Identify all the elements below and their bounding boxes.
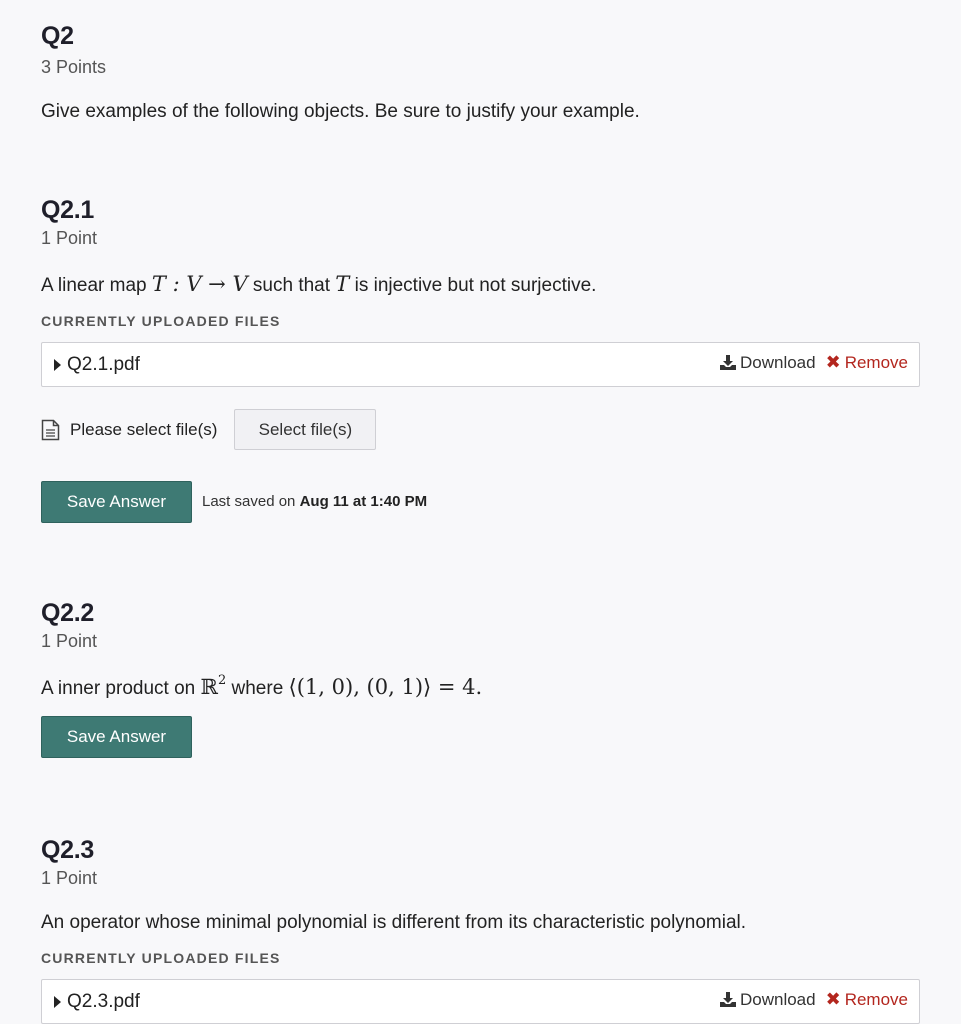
file-toggle[interactable] xyxy=(54,991,140,1013)
select-file-hint: Please select file(s) xyxy=(70,419,218,439)
remove-link[interactable] xyxy=(826,989,908,1010)
math-expression: ⟨(1, 0), (0, 1)⟩ = 4. xyxy=(288,675,483,699)
download-link[interactable] xyxy=(719,353,816,373)
uploaded-files-label: CURRENTLY UPLOADED FILES xyxy=(41,313,281,329)
uploaded-file-row[interactable] xyxy=(41,979,920,1024)
file-actions xyxy=(719,989,908,1010)
math-text: ℝ xyxy=(200,675,218,699)
question-prompt: An operator whose minimal polynomial is different from its characteristic polynomial. xyxy=(41,912,747,933)
question-title: Q2.2 xyxy=(41,599,94,627)
saved-time: Aug 11 at 1:40 PM xyxy=(299,493,428,510)
saved-prefix: Last saved on xyxy=(202,493,300,510)
file-name: Q2.3.pdf xyxy=(67,991,140,1012)
prompt-text: A inner product on xyxy=(41,678,201,699)
prompt-text: where xyxy=(226,678,289,699)
math-text: T xyxy=(335,272,350,296)
question-title: Q2.1 xyxy=(41,196,94,224)
last-saved-status xyxy=(202,493,427,510)
question-title: Q2 xyxy=(41,22,74,50)
file-select-row xyxy=(41,409,376,450)
question-points: 1 Point xyxy=(41,631,98,651)
caret-right-icon xyxy=(54,359,61,371)
math-expression xyxy=(152,272,248,296)
math-text: T : V → V xyxy=(151,272,248,296)
download-link[interactable] xyxy=(719,990,816,1010)
math-superscript: 2 xyxy=(217,673,227,688)
uploaded-files-label: CURRENTLY UPLOADED FILES xyxy=(41,950,281,966)
question-prompt xyxy=(41,272,596,297)
close-icon: ✖ xyxy=(825,989,841,1009)
remove-label: Remove xyxy=(844,989,908,1009)
remove-link[interactable] xyxy=(826,352,908,373)
download-label: Download xyxy=(739,352,816,372)
question-points: 1 Point xyxy=(41,228,98,248)
remove-label: Remove xyxy=(844,352,908,372)
question-points: 3 Points xyxy=(41,57,107,77)
close-icon: ✖ xyxy=(825,352,841,372)
file-actions xyxy=(719,352,908,373)
question-prompt xyxy=(41,675,482,700)
uploaded-file-row[interactable] xyxy=(41,342,920,387)
file-toggle[interactable] xyxy=(54,354,140,376)
question-title: Q2.3 xyxy=(41,836,94,864)
prompt-text: is injective but not surjective. xyxy=(349,275,597,296)
question-prompt: Give examples of the following objects. Be sure to justify your example. xyxy=(41,101,640,122)
save-answer-button[interactable]: Save Answer xyxy=(41,481,192,523)
caret-right-icon xyxy=(54,996,61,1008)
prompt-text: A linear map xyxy=(41,275,152,296)
prompt-text: such that xyxy=(247,275,336,296)
math-expression xyxy=(201,675,227,699)
question-points: 1 Point xyxy=(41,868,98,888)
document-icon xyxy=(41,419,60,441)
math-expression xyxy=(335,272,349,296)
download-icon xyxy=(719,991,737,1008)
download-label: Download xyxy=(739,989,816,1009)
download-icon xyxy=(719,354,737,371)
file-name: Q2.1.pdf xyxy=(67,354,140,375)
save-answer-button[interactable]: Save Answer xyxy=(41,716,192,758)
select-files-button[interactable]: Select file(s) xyxy=(234,409,376,450)
